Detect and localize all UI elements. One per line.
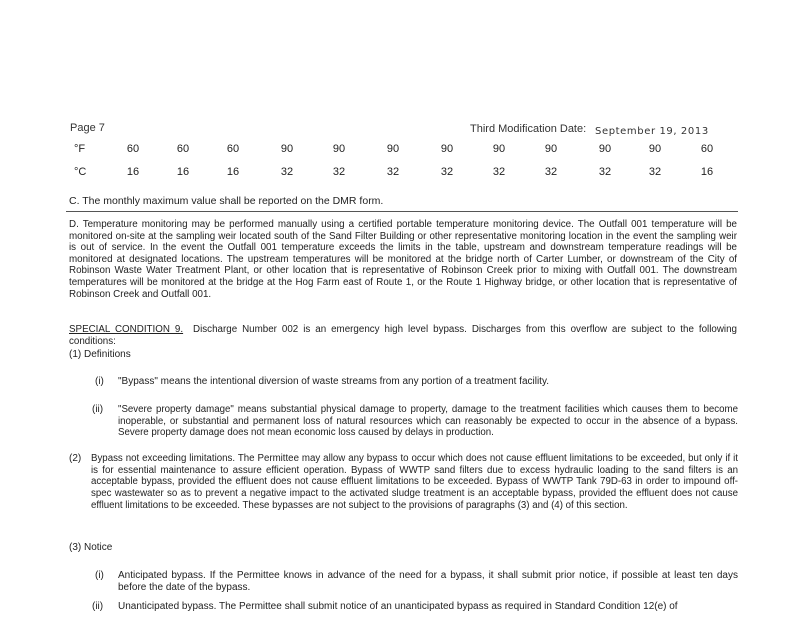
unanticipated-bypass: Unanticipated bypass. The Permittee shall submit notice of an unanticipated bypass as required in Standard Condition 12(e) of [118, 601, 678, 612]
celsius-unit: °C [74, 166, 87, 178]
definition-severe-damage: "Severe property damage" means substantial physical damage to property, damage to the treatment facilities which causes them to become inoperable, or substantial and permanent loss of natural resources which can reasonably be expected to occur in the absence of a bypass. Severe property damage does not mean economic loss caused by delays in production. [118, 404, 738, 439]
c-value: 32 [280, 166, 294, 178]
f-value: 90 [440, 143, 454, 155]
modification-label: Third Modification Date: [470, 123, 587, 135]
para-d: D. Temperature monitoring may be performed manually using a certified portable temperature monitoring device. The Outfall 001 temperature will be monitored on-site at the sampling weir located south of the Sand Filter Building or other representative monitoring location in the event the sampling weir is out of service. In the event the Outfall 001 temperature exceeds the limits in the table, upstream and downstream temperature readings will be monitored at designated locations. The upstream temperatures will be monitored at the bridge north of Carter Lumber, or downstream of the City of Robinson Waste Water Treatment Plant, or other location that is representative of Robinson Creek prior to mixing with Outfall 001. The downstream temperatures will be monitored at the bridge at the Hog Farm east of Route 1, or the Route 1 Highway bridge, or other location that is representative of Robinson Creek and Outfall 001. [69, 219, 737, 300]
modification-date: September 19, 2013 [595, 126, 709, 137]
f-value: 90 [544, 143, 558, 155]
section-divider [66, 211, 738, 212]
special-condition-9 [69, 324, 737, 347]
c-value: 16 [126, 166, 140, 178]
c-value: 16 [226, 166, 240, 178]
c-value: 16 [176, 166, 190, 178]
notice-heading: (3) Notice [69, 542, 113, 553]
f-value: 90 [280, 143, 294, 155]
c-value: 32 [332, 166, 346, 178]
para-c: C. The monthly maximum value shall be reported on the DMR form. [69, 195, 384, 207]
definition-bypass: "Bypass" means the intentional diversion of waste streams from any portion of a treatment facility. [118, 376, 550, 387]
f-value: 90 [648, 143, 662, 155]
special-condition-label: SPECIAL CONDITION 9. [69, 324, 184, 335]
f-value: 60 [176, 143, 190, 155]
fahrenheit-unit: °F [74, 143, 86, 155]
definition-ii-number: (ii) [92, 404, 104, 415]
c-value: 32 [598, 166, 612, 178]
definition-i-number: (i) [95, 376, 104, 387]
c-value: 32 [440, 166, 454, 178]
celsius-row [74, 166, 734, 182]
page-number: Page 7 [70, 122, 105, 134]
anticipated-bypass: Anticipated bypass. If the Permittee knows in advance of the need for a bypass, it shall submit prior notice, if possible at least ten days before the date of the bypass. [118, 570, 738, 593]
f-value: 90 [332, 143, 346, 155]
bypass-not-exceeding-limitations: Bypass not exceeding limitations. The Permittee may allow any bypass to occur which does not cause effluent limitations to be exceeded, but only if it is for essential maintenance to assure efficient operation. Bypass of WWTP sand filters due to excess hydraulic loading to the sand filters is an acceptable bypass, provided the effluent does not cause effluent limitations to be exceeded. Bypass of WWTP Tank 79D-63 in order to impound off-spec wastewater so as to prevent a negative impact to the activated sludge treatment is an acceptable bypass, provided the effluent does not cause effluent limitations to be exceeded. These bypasses are not subject to the provisions of paragraphs (3) and (4) of this section. [91, 453, 738, 511]
f-value: 90 [386, 143, 400, 155]
notice-i-number: (i) [95, 570, 104, 581]
notice-ii-number: (ii) [92, 601, 104, 612]
c-value: 16 [700, 166, 714, 178]
f-value: 60 [700, 143, 714, 155]
fahrenheit-row [74, 143, 734, 159]
f-value: 60 [226, 143, 240, 155]
bypass-number: (2) [69, 453, 82, 464]
special-condition-text: Discharge Number 002 is an emergency high level bypass. Discharges from this overflow are subject to the following conditions: [69, 324, 737, 347]
c-value: 32 [492, 166, 506, 178]
c-value: 32 [648, 166, 662, 178]
f-value: 60 [126, 143, 140, 155]
definitions-heading: (1) Definitions [69, 349, 131, 360]
f-value: 90 [492, 143, 506, 155]
c-value: 32 [544, 166, 558, 178]
f-value: 90 [598, 143, 612, 155]
c-value: 32 [386, 166, 400, 178]
